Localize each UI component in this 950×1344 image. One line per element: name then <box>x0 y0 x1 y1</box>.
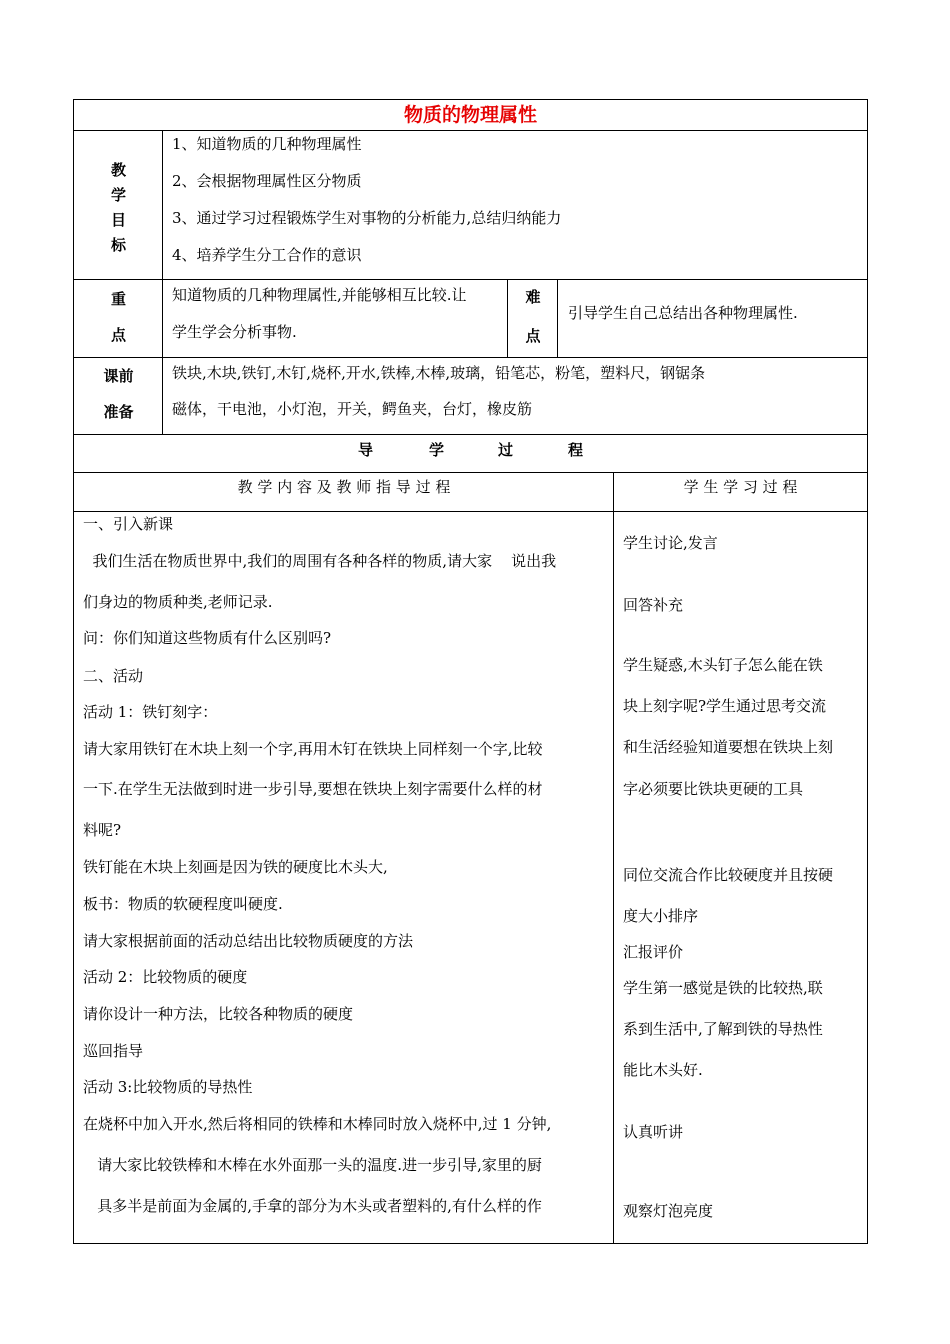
process-header-char: 过 <box>498 441 514 459</box>
teacher-line: 活动 1：铁钉刻字： <box>83 703 218 721</box>
key-points-label-char: 重 <box>110 290 126 308</box>
student-process-cell <box>614 512 867 1243</box>
teacher-line: 巡回指导 <box>83 1042 144 1060</box>
page-title: 物质的物理属性 <box>403 104 537 126</box>
objective-item: 4、培养学生分工合作的意识 <box>172 246 362 264</box>
objectives-label-char: 目 <box>110 211 126 229</box>
teacher-line: 具多半是前面为金属的,手拿的部分为木头或者塑料的,有什么样的作 <box>83 1197 542 1215</box>
teacher-line: 二、活动 <box>83 667 144 685</box>
process-header-char: 导 <box>358 441 374 459</box>
objectives-content-cell <box>163 131 867 279</box>
teacher-line: 铁钉能在木块上刻画是因为铁的硬度比木头大, <box>83 858 388 876</box>
objectives-label-char: 标 <box>110 236 126 254</box>
process-header-char: 学 <box>429 441 445 459</box>
teacher-column-title: 教 学 内 容 及 教 师 指 导 过 程 <box>237 478 451 496</box>
preparation-line: 磁体，干电池，小灯泡，开关，鳄鱼夹，台灯，橡皮筋 <box>172 400 533 418</box>
process-header-row <box>74 435 867 473</box>
student-line: 度大小排序 <box>623 907 699 925</box>
preparation-line: 铁块,木块,铁钉,木钉,烧杯,开水,铁棒,木棒,玻璃，铅笔芯，粉笔，塑料尺，钢锯条 <box>172 364 706 382</box>
teacher-line: 们身边的物质种类,老师记录. <box>83 593 273 611</box>
lesson-plan-table <box>73 99 868 1244</box>
teacher-line: 在烧杯中加入开水,然后将相同的铁棒和木棒同时放入烧杯中,过 1 分钟, <box>83 1115 552 1133</box>
teacher-column-header <box>74 473 614 511</box>
teacher-line: 请大家根据前面的活动总结出比较物质硬度的方法 <box>83 932 414 950</box>
preparation-label-cell <box>74 358 163 434</box>
student-line: 认真听讲 <box>623 1123 684 1141</box>
difficult-label-char: 点 <box>525 327 541 345</box>
student-line: 能比木头好. <box>623 1061 703 1079</box>
process-header-char: 程 <box>568 441 584 459</box>
key-points-line: 知道物质的几种物理属性,并能够相互比较.让 <box>172 286 467 304</box>
process-body <box>74 512 867 1243</box>
teacher-line: 活动 2：比较物质的硬度 <box>83 968 248 986</box>
preparation-label-line: 课前 <box>103 367 134 385</box>
student-line: 和生活经验知道要想在铁块上刻 <box>623 738 834 756</box>
student-column-title: 学 生 学 习 过 程 <box>683 478 798 496</box>
key-points-line: 学生学会分析事物. <box>172 323 297 341</box>
teacher-line: 请你设计一种方法，比较各种物质的硬度 <box>83 1005 354 1023</box>
teacher-process-cell <box>74 512 614 1243</box>
student-line: 学生讨论,发言 <box>623 534 718 552</box>
title-row <box>74 100 867 131</box>
key-points-content-cell <box>163 280 508 357</box>
objective-item: 1、知道物质的几种物理属性 <box>172 135 362 153</box>
key-points-row <box>74 280 867 358</box>
teacher-line: 活动 3:比较物质的导热性 <box>83 1078 253 1096</box>
student-column-header <box>614 473 867 511</box>
objectives-row <box>74 131 867 280</box>
column-header-row <box>74 473 867 512</box>
student-line: 字必须要比铁块更硬的工具 <box>623 780 804 798</box>
student-line: 学生第一感觉是铁的比较热,联 <box>623 979 823 997</box>
student-line: 同位交流合作比较硬度并且按硬 <box>623 866 834 884</box>
preparation-content-cell <box>163 358 867 434</box>
objective-item: 3、通过学习过程锻炼学生对事物的分析能力,总结归纳能力 <box>172 209 562 227</box>
preparation-row <box>74 358 867 435</box>
teacher-line: 料呢? <box>83 821 122 839</box>
objectives-label-cell <box>74 131 163 279</box>
teacher-line: 一、引入新课 <box>83 515 174 533</box>
difficult-label-cell <box>508 280 558 357</box>
student-line: 系到生活中,了解到铁的导热性 <box>623 1020 823 1038</box>
teacher-line: 我们生活在物质世界中,我们的周围有各种各样的物质,请大家 说出我 <box>83 552 557 570</box>
objectives-label-char: 学 <box>110 186 126 204</box>
objective-item: 2、会根据物理属性区分物质 <box>172 172 362 190</box>
teacher-line: 问：你们知道这些物质有什么区别吗? <box>83 629 332 647</box>
student-line: 块上刻字呢?学生通过思考交流 <box>623 697 827 715</box>
teacher-line: 请大家比较铁棒和木棒在水外面那一头的温度.进一步引导,家里的厨 <box>83 1156 542 1174</box>
teacher-line: 请大家用铁钉在木块上刻一个字,再用木钉在铁块上同样刻一个字,比较 <box>83 740 543 758</box>
student-line: 回答补充 <box>623 596 684 614</box>
student-line: 观察灯泡亮度 <box>623 1202 714 1220</box>
key-points-label-char: 点 <box>110 326 126 344</box>
teacher-line: 一下.在学生无法做到时进一步引导,要想在铁块上刻字需要什么样的材 <box>83 780 543 798</box>
difficult-content-cell <box>558 280 867 357</box>
difficult-label-char: 难 <box>525 288 541 306</box>
preparation-label-line: 准备 <box>103 403 134 421</box>
key-points-label-cell <box>74 280 163 357</box>
teacher-line: 板书：物质的软硬程度叫硬度. <box>83 895 283 913</box>
student-line: 学生疑惑,木头钉子怎么能在铁 <box>623 656 823 674</box>
difficult-text: 引导学生自己总结出各种物理属性. <box>568 304 798 322</box>
objectives-label-char: 教 <box>110 161 126 179</box>
student-line: 汇报评价 <box>623 943 684 961</box>
